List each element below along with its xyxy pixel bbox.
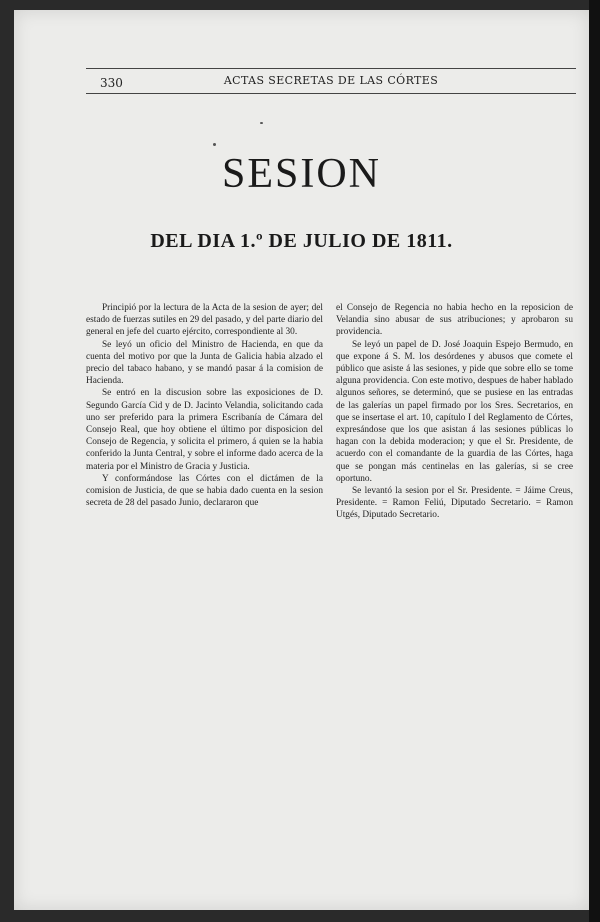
paragraph: Se leyó un papel de D. José Joaquin Espejo Bermudo, en que expone á S. M. los desórdenes y abusos que comete el público que asiste á las sesiones, y pide que sobre ello se tome alguna providencia. Con este motivo, despues de haber hablado algunos señores, se determinó, que se pusiese en las entradas de las galerías un papel firmado por los Sres. Secretarios, en que se insertase el art. 10, capítulo I del Reglamento de Córtes, expresándose que los que asistan á las sesiones públicas lo hagan con la debida moderacion; y que el Sr. Presidente, de acuerdo con el comandante de la guardia de las Córtes, haga que se pongan más centinelas en las galerías, si se cree oportuno. [336,339,573,484]
paragraph: Se entró en la discusion sobre las exposiciones de D. Segundo García Cid y de D. Jacinto Velandia, solicitando cada uno ser preferido para la primera Escribanía de Cámara del Consejo Real, que hoy obtiene el último por disposicion del Consejo de Regencia, y solicita el primero, á quien se la habia conferido la Junta Central, y sobre el informe dado acerca de la materia por el Ministro de Gracia y Justicia. [86,388,323,472]
ink-speck [260,122,263,124]
right-column [336,302,573,522]
paragraph: Principió por la lectura de la Acta de la sesion de ayer; del estado de fuerzas sutiles en 29 del pasado, y del parte diario del general en jefe del cuarto ejército, correspondiente al 30. [86,303,323,338]
paragraph: el Consejo de Regencia no habia hecho en la reposicion de Velandia sino abusar de sus atribuciones; y aprobaron su providencia. [336,303,573,338]
paragraph: Se levantó la sesion por el Sr. Presidente. = Jáime Creus, Presidente. = Ramon Feliú, Diputado Secretario. = Ramon Utgés, Diputado Secretario. [336,486,573,521]
document-page [14,10,589,910]
left-column [86,302,323,509]
running-header [86,68,576,94]
session-title: SESION [221,151,382,197]
ink-speck [213,143,216,146]
paragraph: Se leyó un oficio del Ministro de Hacienda, en que da cuenta del motivo por que la Junta de Galicia habia alzado el precio del tabaco habano, y se mandó pasar á la comision de Hacienda. [86,339,323,387]
paragraph: Y conformándose las Córtes con el dictámen de la comision de Justicia, de que se habia dado cuenta en la sesion secreta de 28 del pasado Junio, declararon que [86,473,323,509]
running-title: ACTAS SECRETAS DE LAS CÓRTES [223,74,439,87]
page-number: 330 [100,76,123,90]
session-date: DEL DIA 1.º DE JULIO DE 1811. [150,230,453,252]
scan-edge [589,0,600,922]
